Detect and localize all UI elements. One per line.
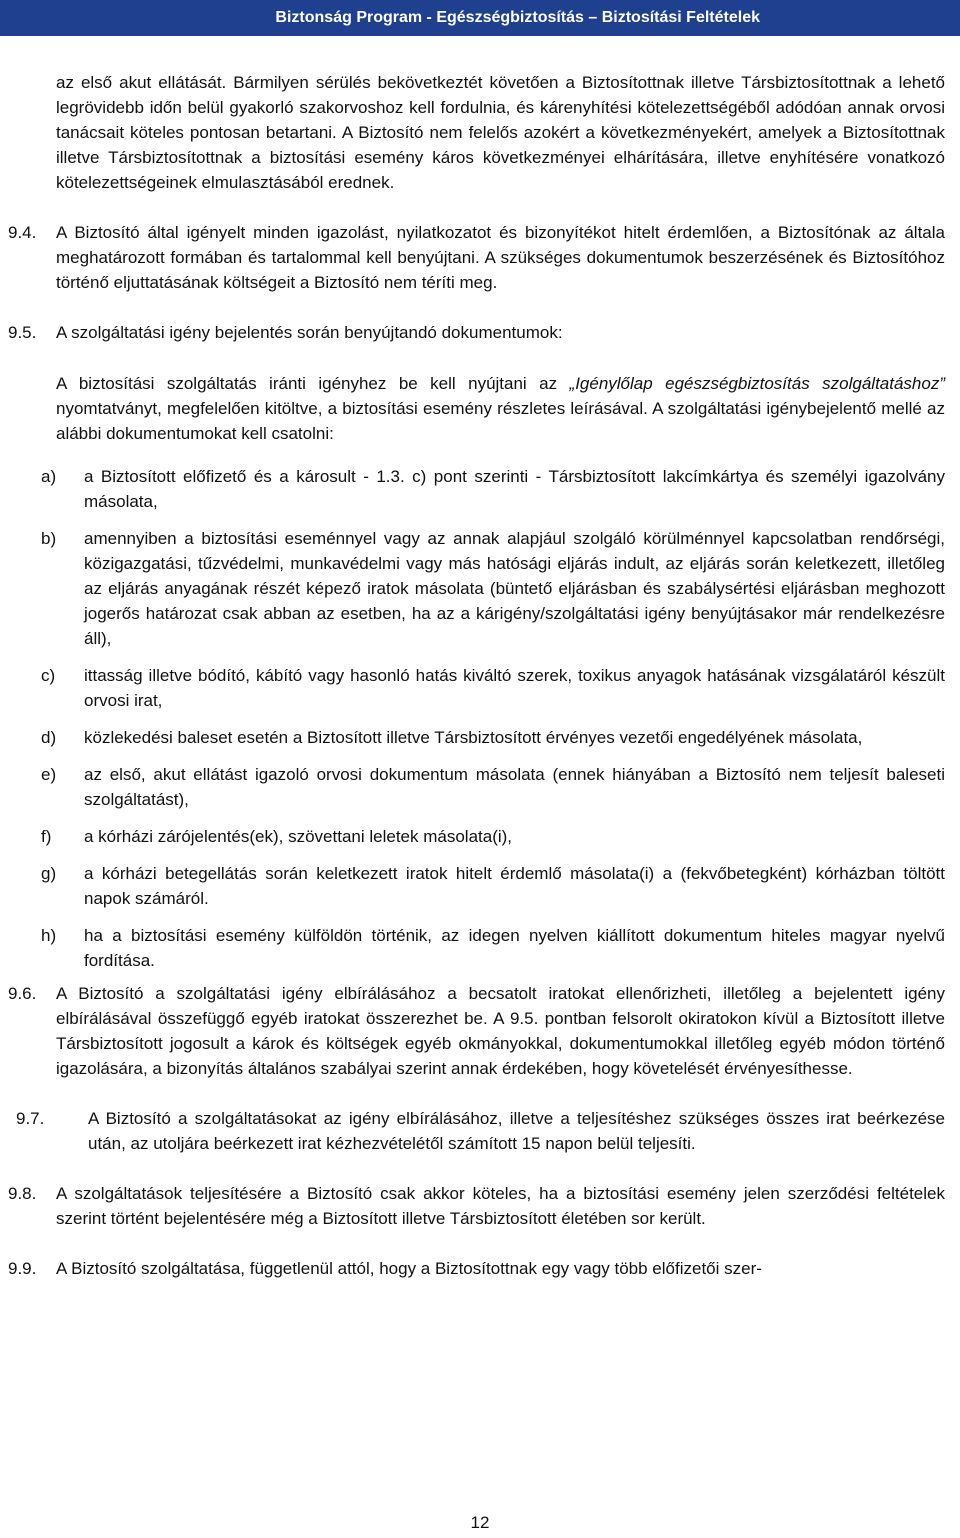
list-item-text: a Biztosított előfizető és a károsult - 1.3. c) pont szerinti - Társbiztosított lakcímkártya és személyi igazolvány másolata, xyxy=(84,467,945,511)
section-number: 9.7. xyxy=(16,1109,45,1128)
list-item-label: g) xyxy=(41,864,57,883)
section-text: A szolgáltatási igény bejelentés során benyújtandó dokumentumok: xyxy=(56,323,563,342)
section-number: 9.6. xyxy=(8,984,37,1003)
document-header xyxy=(0,0,960,36)
list-item-label: h) xyxy=(41,926,57,945)
section-number: 9.9. xyxy=(8,1259,37,1278)
list-item-text: ha a biztosítási esemény külföldön történik, az idegen nyelven kiállított dokumentum hiteles magyar nyelvű fordítása. xyxy=(84,926,945,970)
list-item-label: d) xyxy=(41,728,57,747)
section-9-7 xyxy=(8,1106,945,1156)
page-content xyxy=(8,70,945,1281)
section-text: A szolgáltatások teljesítésére a Biztosító csak akkor köteles, ha a biztosítási esemény jelen szerződési feltételek szerint történt bejelentésére még a Biztosított illetve Társbiztosított életében sor került. xyxy=(56,1184,945,1228)
section-text: A Biztosító által igényelt minden igazolást, nyilatkozatot és bizonyítékot hitelt érdemlően, a Biztosítónak az általa meghatározott formában és tartalommal kell benyújtani. A szükséges dokumentumok beszerzésének és Biztosítóhoz történő eljuttatásának költségeit a Biztosító nem téríti meg. xyxy=(56,223,945,292)
paragraph-text: nyomtatványt, megfelelően kitöltve, a biztosítási esemény részletes leírásával. A szolgáltatási igénybejelentő mellé az alábbi dokumentumokat kell csatolni: xyxy=(56,399,945,443)
section-text: A Biztosító szolgáltatása, függetlenül attól, hogy a Biztosítottnak egy vagy több előfizetői szer- xyxy=(56,1259,762,1278)
list-item-label: c) xyxy=(41,666,56,685)
section-9-9 xyxy=(8,1256,945,1281)
list-item-label: f) xyxy=(41,827,52,846)
list-item-text: amennyiben a biztosítási eseménnyel vagy az annak alapjául szolgáló körülménnyel kapcsolatban rendőrségi, közigazgatási, tűzvédelmi, munkavédelmi vagy más hatósági eljárás indult, az eljárás során keletkezett, illetőleg az eljárás anyagának részét képező iratok másolata (büntető eljárásban és szabálysértési eljárásban meghozott jogerős határozat csak abban az esetben, ha az a kárigény/szolgáltatási igény benyújtásakor már rendelkezésre áll), xyxy=(84,529,945,648)
section-9-4 xyxy=(8,220,945,295)
section-9-8 xyxy=(8,1181,945,1231)
list-item xyxy=(13,526,945,651)
section-9-5-paragraph xyxy=(56,371,945,446)
list-item xyxy=(13,762,945,812)
list-item-text: ittasság illetve bódító, kábító vagy hasonló hatás kiváltó szerek, toxikus anyagok hatásának vizsgálatáról készült orvosi irat, xyxy=(84,666,945,710)
list-item xyxy=(13,861,945,911)
list-item xyxy=(13,923,945,973)
list-item-text: az első, akut ellátást igazoló orvosi dokumentum másolata (ennek hiányában a Biztosító nem teljesít baleseti szolgáltatást), xyxy=(84,765,945,809)
page-number: 12 xyxy=(470,1513,490,1532)
list-item-text: a kórházi betegellátás során keletkezett iratok hitelt érdemlő másolata(i) a (fekvőbetegként) kórházban töltött napok számáról. xyxy=(84,864,945,908)
section-text: A Biztosító a szolgáltatási igény elbírálásához a becsatolt iratokat ellenőrizheti, illetőleg a bejelentett igény elbírálásával összefüggő egyéb iratokat összerezhet be. A 9.5. pontban felsorolt okiratokon kívül a Biztosított illetve Társbiztosított jogosult a károk és költségek egyéb okmányokkal, dokumentumokkal illetőleg egyéb módon történő igazolására, a bizonyítás általános szabályai szerint annak érdekében, hogy követelését érvényesíthesse. xyxy=(56,984,945,1078)
intro-paragraph: az első akut ellátását. Bármilyen sérülés bekövetkeztét követően a Biztosítottnak illetve Társbiztosítottnak a lehető legrövidebb időn belül gyakorló szakorvoshoz kell fordulnia, és kárenyhítési kötelezettségéből adódóan annak orvosi tanácsait köteles pontosan betartani. A Biztosító nem felelős azokért a következményekért, amelyek a Biztosítottnak illetve Társbiztosítottnak a biztosítási esemény káros következményei elhárítására, illetve enyhítésére vonatkozó kötelezettségeinek elmulasztásából erednek. xyxy=(56,73,945,192)
list-item-label: e) xyxy=(41,765,57,784)
list-item-label: a) xyxy=(41,467,57,486)
list-item xyxy=(13,824,945,849)
list-item xyxy=(13,464,945,514)
section-number: 9.8. xyxy=(8,1184,37,1203)
form-name: „Igénylőlap egészségbiztosítás szolgáltatáshoz” xyxy=(569,374,945,393)
list-item xyxy=(13,725,945,750)
list-item-text: közlekedési baleset esetén a Biztosított illetve Társbiztosított érvényes vezetői engedélyének másolata, xyxy=(84,728,863,747)
section-9-5 xyxy=(8,320,945,345)
document-title: Biztonság Program - Egészségbiztosítás – Biztosítási Feltételek xyxy=(275,9,760,26)
section-text: A Biztosító a szolgáltatásokat az igény elbírálásához, illetve a teljesítéshez szükséges összes irat beérkezése után, az utoljára beérkezett irat kézhezvételétől számított 15 napon belül teljesíti. xyxy=(88,1109,945,1153)
list-item xyxy=(13,663,945,713)
section-9-6 xyxy=(8,981,945,1081)
section-number: 9.4. xyxy=(8,223,37,242)
section-number: 9.5. xyxy=(8,323,37,342)
list-item-label: b) xyxy=(41,529,57,548)
paragraph-text: A biztosítási szolgáltatás iránti igényhez be kell nyújtani az xyxy=(56,374,570,393)
list-item-text: a kórházi zárójelentés(ek), szövettani leletek másolata(i), xyxy=(84,827,513,846)
